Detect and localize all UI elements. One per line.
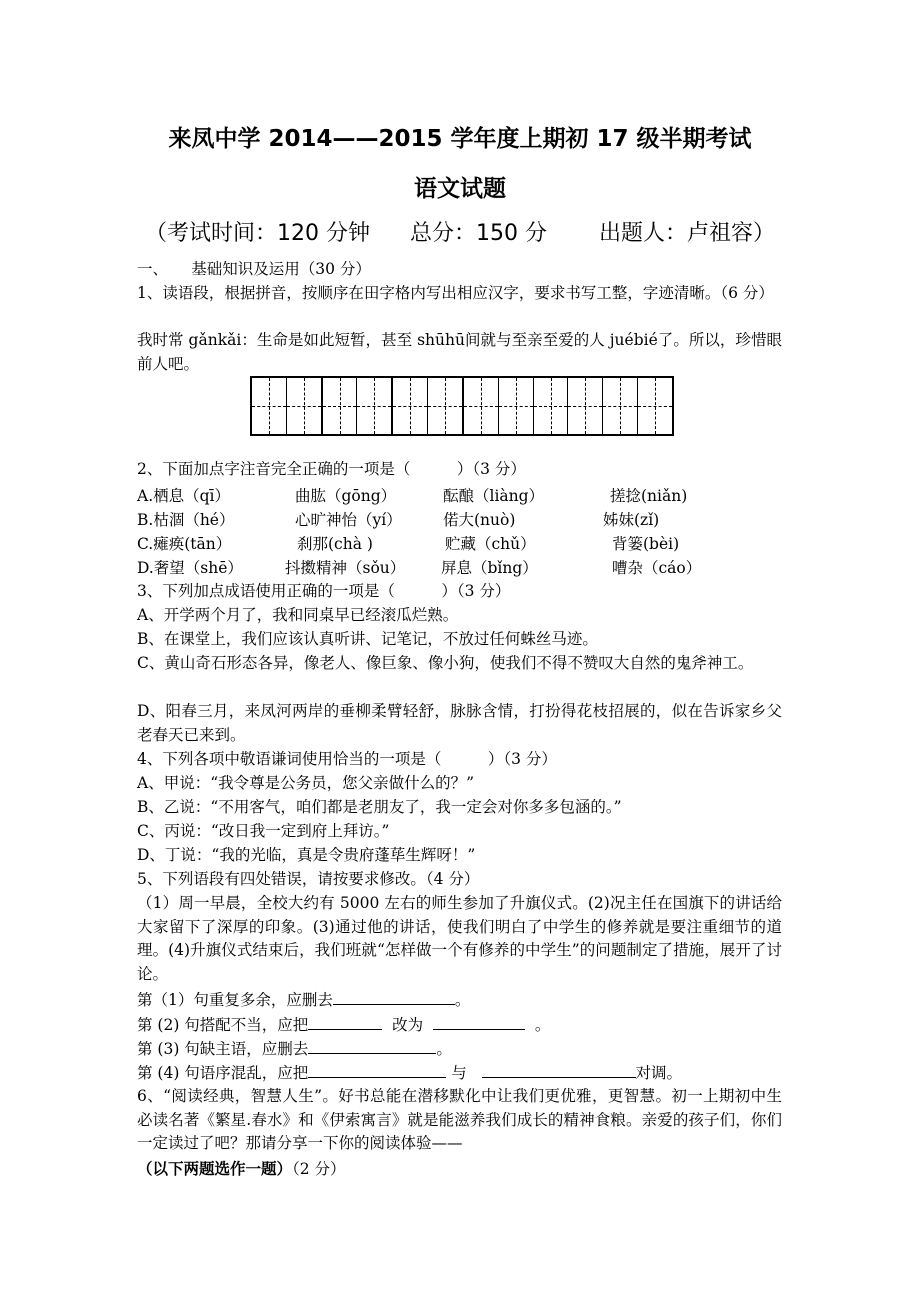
q5-stem: 5、下列语段有四处错误，请按要求修改。（4 分） (137, 870, 480, 888)
grid-cell[interactable] (603, 378, 638, 434)
q4-option-c: C、丙说：“改日我一定到府上拜访。” (137, 822, 390, 840)
q5-fill-1: 第（1）句重复多余，应删去 。 (137, 988, 787, 1012)
q2-option: 搓捻(niǎn) (610, 487, 688, 505)
exam-title: 来凤中学 2014——2015 学年度上期初 17 级半期考试 (168, 126, 752, 152)
answer-blank[interactable] (308, 1037, 436, 1054)
q2-stem: 2、下面加点字注音完全正确的一项是（ ）（3 分） (137, 460, 526, 478)
q5-fill-2: 第 (2) 句搭配不当，应把 改为 。 (137, 1013, 787, 1037)
exam-info (0, 216, 920, 247)
q5-fill-3: 第 (3) 句缺主语，应删去 。 (137, 1037, 787, 1061)
q1-text: 我时常 gǎnkǎi：生命是如此短暂，甚至 shūhū间就与至亲至爱的人 juébié了。所以，珍惜眼前人吧。 (137, 331, 782, 373)
grid-cell[interactable] (252, 378, 287, 434)
q2-option: 心旷神怡（yí） (295, 511, 402, 529)
exam-score: 总分：150 分 (409, 221, 547, 246)
grid-cell[interactable] (464, 378, 499, 434)
q2-option: 酝酿（liàng） (443, 487, 545, 505)
exam-time: （考试时间：120 分钟 (144, 221, 370, 246)
q2-option: 嘈杂（cáo） (612, 559, 702, 577)
answer-blank[interactable] (333, 988, 455, 1005)
grid-cell[interactable] (499, 378, 534, 434)
q4-stem: 4、下列各项中敬语谦词使用恰当的一项是（ ）（3 分） (137, 750, 557, 768)
q2-option: 刹那(chà ) (297, 535, 373, 553)
grid-cell[interactable] (534, 378, 569, 434)
grid-cell[interactable] (357, 378, 393, 434)
exam-subject: 语文试题 (414, 176, 506, 202)
answer-blank[interactable] (433, 1013, 525, 1030)
q2-option: 贮藏（chǔ） (445, 535, 536, 553)
answer-blank[interactable] (308, 1061, 446, 1078)
q6-instruction: （以下两题选作一题）（2 分） (137, 1159, 346, 1178)
q3-option-d: D、阳春三月，来凤河两岸的垂柳柔臂轻舒，脉脉含情，打扮得花枝招展的，似在告诉家乡父老春天已来到。 (137, 702, 782, 744)
q2-option: A.栖息（qī） (137, 487, 231, 505)
grid-cell[interactable] (323, 378, 358, 434)
q2-option: B.枯涸（hé） (137, 511, 235, 529)
q2-option: 屏息（bǐng） (441, 559, 538, 577)
answer-blank[interactable] (482, 1061, 636, 1078)
writing-grid[interactable] (250, 376, 674, 436)
q2-option: D.奢望（shē） (137, 559, 243, 577)
grid-cell[interactable] (287, 378, 323, 434)
grid-cell[interactable] (393, 378, 428, 434)
q5-fill-4: 第 (4) 句语序混乱，应把 与 对调。 (137, 1061, 787, 1085)
q3-option-c: C、黄山奇石形态各异，像老人、像巨象、像小狗，使我们不得不赞叹大自然的鬼斧神工。 (137, 654, 754, 672)
q1-stem: 1、读语段，根据拼音，按顺序在田字格内写出相应汉字，要求书写工整，字迹清晰。（6 分） (137, 284, 774, 302)
q2-option: 抖擞精神（sǒu） (285, 559, 406, 577)
q2-option: 曲肱（gōng） (295, 487, 397, 505)
section-heading: 一、 基础知识及运用（30 分） (137, 260, 371, 278)
q2-option: 偌大(nuò) (443, 511, 516, 529)
q5-text: （1）周一早晨，全校大约有 5000 左右的师生参加了升旗仪式。(2)况主任在国旗下的讲话给大家留下了深厚的印象。(3)通过他的讲话，使我们明白了中学生的修养就是要注重细节的道理。(4)升旗仪式结束后，我们班就“怎样做一个有修养的中学生”的问题制定了措施，展开了讨论。 (137, 894, 782, 983)
q3-option-b: B、在课堂上，我们应该认真听讲、记笔记，不放过任何蛛丝马迹。 (137, 630, 598, 648)
grid-cell[interactable] (568, 378, 603, 434)
q3-option-a: A、开学两个月了，我和同桌早已经滚瓜烂熟。 (137, 606, 459, 624)
answer-blank[interactable] (308, 1013, 382, 1030)
q2-option: 姊妹(zǐ) (603, 511, 660, 529)
q4-option-d: D、丁说：“我的光临，真是令贵府蓬荜生辉呀！” (137, 846, 476, 864)
q4-option-b: B、乙说：“不用客气，咱们都是老朋友了，我一定会对你多多包涵的。” (137, 798, 622, 816)
q4-option-a: A、甲说：“我令尊是公务员，您父亲做什么的？” (137, 774, 475, 792)
q2-option: 背篓(bèi) (612, 535, 680, 553)
exam-author: 出题人：卢祖容） (598, 221, 775, 246)
q2-option: C.瘫痪(tān） (137, 535, 232, 553)
q6-text: 6、“阅读经典，智慧人生”。好书总能在潜移默化中让我们更优雅，更智慧。初一上期初中生必读名著《繁星.春水》和《伊索寓言》就是能滋养我们成长的精神食粮。亲爱的孩子们，你们一定读过了吧？那请分享一下你的阅读体验—— (137, 1087, 782, 1152)
q3-stem: 3、下列加点成语使用正确的一项是（ ）（3 分） (137, 582, 511, 600)
grid-cell[interactable] (638, 378, 672, 434)
grid-cell[interactable] (428, 378, 464, 434)
